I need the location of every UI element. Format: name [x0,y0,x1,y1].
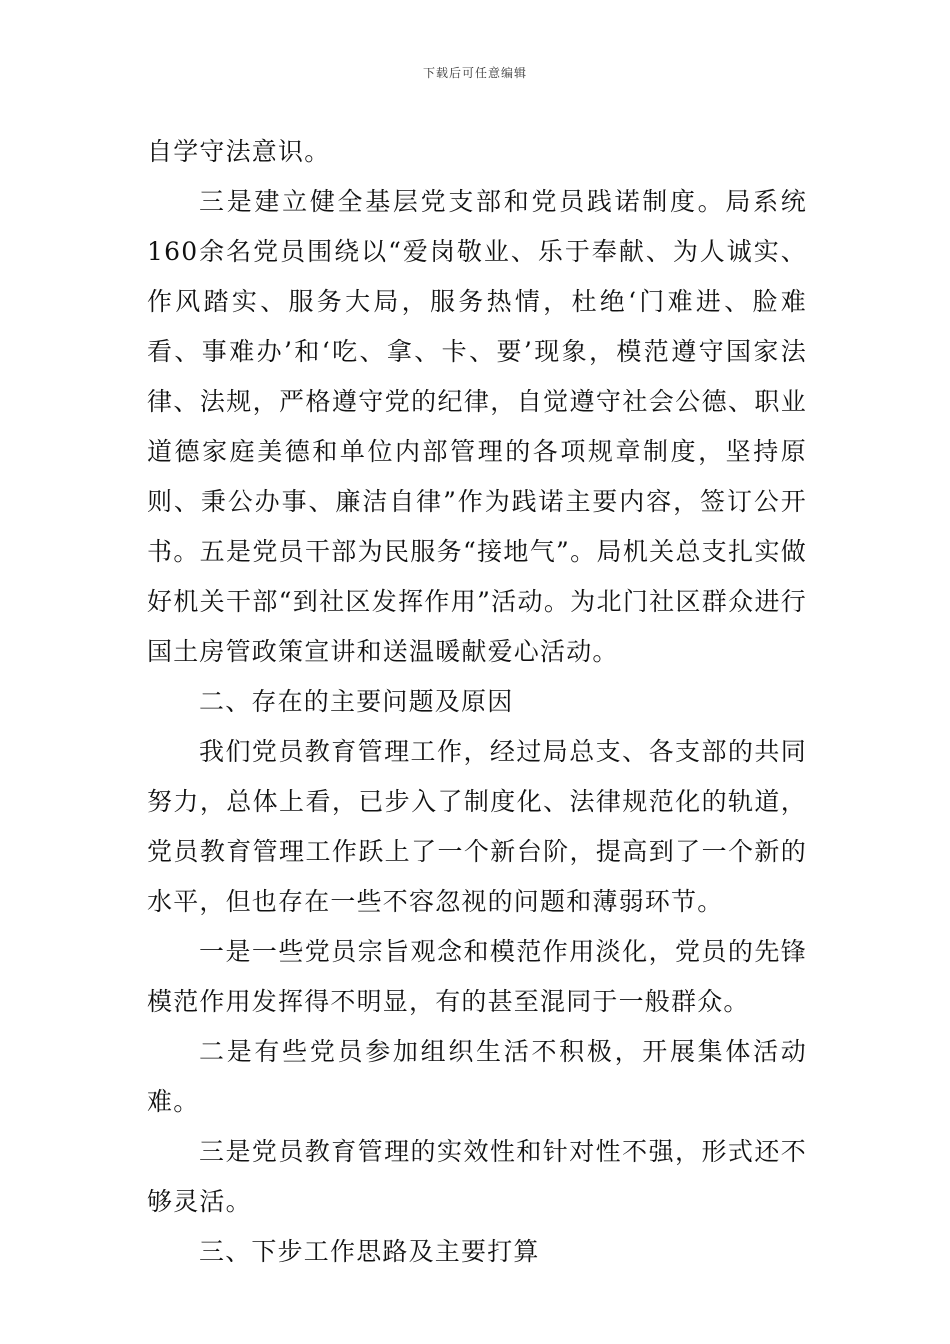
document-body [147,127,807,1277]
paragraph-continuation: 自学守法意识。 [147,137,331,166]
paragraph-system-pledge: 三是建立健全基层党支部和党员践诺制度。局系统160余名党员围绕以“爱岗敬业、乐于奉献、为人诚实、作风踏实、服务大局，服务热情，杜绝‘门难进、脸难看、事难办’和‘吃、拿、卡、要’现象，模范遵守国家法律、法规，严格遵守党的纪律，自觉遵守社会公德、职业道德家庭美德和单位内部管理的各项规章制度，坚持原则、秉公办事、廉洁自律”作为践诺主要内容，签订公开书。五是党员干部为民服务“接地气”。局机关总支扎实做好机关干部“到社区发挥作用”活动。为北门社区群众进行国土房管政策宣讲和送温暖献爱心活动。 [147,187,807,666]
paragraph-problem-two: 二是有些党员参加组织生活不积极，开展集体活动难。 [147,1037,807,1116]
section-heading-problems: 二、存在的主要问题及原因 [199,687,514,716]
paragraph-overall-assessment: 我们党员教育管理工作，经过局总支、各支部的共同努力，总体上看，已步入了制度化、法律规范化的轨道，党员教育管理工作跃上了一个新台阶，提高到了一个新的水平，但也存在一些不容忽视的问题和薄弱环节。 [147,737,807,916]
paragraph-problem-one: 一是一些党员宗旨观念和模范作用淡化，党员的先锋模范作用发挥得不明显，有的甚至混同于一般群众。 [147,937,807,1016]
paragraph-problem-three: 三是党员教育管理的实效性和针对性不强，形式还不够灵活。 [147,1137,807,1216]
section-heading-next-steps: 三、下步工作思路及主要打算 [199,1237,540,1266]
header-note: 下载后可任意编辑 [422,66,527,80]
